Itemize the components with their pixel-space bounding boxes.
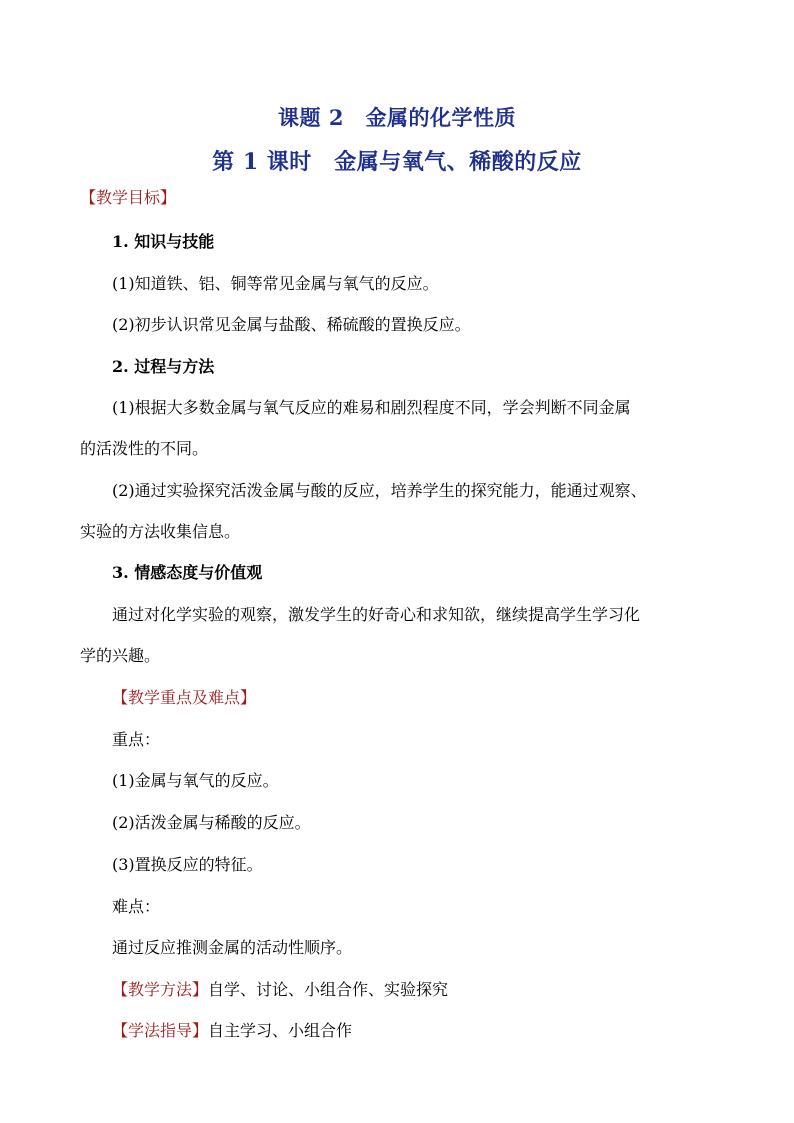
s3-text-line-1: 通过对化学实验的观察，激发学生的好奇心和求知欲，继续提高学生学习化 — [112, 605, 641, 624]
s2-item-1-line-2: 的活泼性的不同。 — [80, 439, 209, 458]
method-label: 【教学方法】 — [112, 980, 209, 999]
section-1-heading: 1. 知识与技能 — [112, 232, 215, 251]
s1-item-2: (2)初步认识常见金属与盐酸、稀硫酸的置换反应。 — [112, 315, 471, 334]
objectives-heading: 【教学目标】 — [80, 188, 177, 207]
keypoints-heading: 【教学重点及难点】 — [112, 688, 257, 707]
focus-label: 重点： — [112, 730, 161, 749]
difficulty-text: 通过反应推测金属的活动性顺序。 — [112, 938, 353, 957]
focus-item-2: (2)活泼金属与稀酸的反应。 — [112, 813, 311, 832]
difficulty-label: 难点： — [112, 897, 161, 916]
guide-label: 【学法指导】 — [112, 1021, 209, 1040]
s2-item-1-line-1: (1)根据大多数金属与氧气反应的难易和剧烈程度不同，学会判断不同金属 — [112, 398, 631, 417]
s3-text-line-2: 学的兴趣。 — [80, 646, 161, 665]
lesson-title: 课题 2 金属的化学性质 — [278, 105, 516, 130]
section-3-heading: 3. 情感态度与价值观 — [112, 563, 263, 582]
focus-item-3: (3)置换反应的特征。 — [112, 855, 263, 874]
method-row — [112, 980, 448, 1000]
method-text: 自学、讨论、小组合作、实验探究 — [208, 980, 449, 999]
guide-row — [112, 1021, 352, 1041]
guide-text: 自主学习、小组合作 — [208, 1021, 353, 1040]
lesson-subtitle: 第 1 课时 金属与氧气、稀酸的反应 — [212, 149, 582, 175]
s1-item-1: (1)知道铁、铝、铜等常见金属与氧气的反应。 — [112, 274, 439, 293]
s2-item-2-line-2: 实验的方法收集信息。 — [80, 522, 241, 541]
s2-item-2-line-1: (2)通过实验探究活泼金属与酸的反应，培养学生的探究能力，能通过观察、 — [112, 481, 647, 500]
section-2-heading: 2. 过程与方法 — [112, 357, 215, 376]
focus-item-1: (1)金属与氧气的反应。 — [112, 771, 279, 790]
